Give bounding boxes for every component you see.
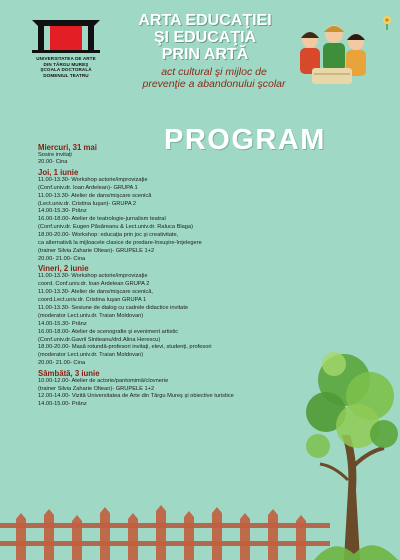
schedule-line: (moderator Lect.univ.dr. Traian Moldovan) xyxy=(38,312,144,319)
day-block xyxy=(38,168,358,264)
logo-line: DIN TÂRGU MUREŞ xyxy=(43,61,89,67)
title-line-2: ŞI EDUCAŢIA xyxy=(153,29,257,46)
logo-line: ŞCOALA DOCTORALĂ xyxy=(40,67,92,73)
schedule-line: 16.00-18.00- Atelier de scenografie şi eveniment artistic xyxy=(38,328,179,335)
schedule-line: 11.00-13.30- Atelier de dans/mişcare scenică xyxy=(38,192,152,199)
schedule-line: 10.00-12.00- Atelier de actorie/pantomimă/clovnerie xyxy=(38,377,169,384)
logo-emblem-icon xyxy=(28,14,104,54)
schedule-line: 20.00- Cina xyxy=(38,159,68,166)
schedule-line: 14.00-15.00- Prânz xyxy=(38,401,87,408)
schedule-line: 20.00- 21.00- Cina xyxy=(38,255,86,262)
event-subtitle xyxy=(134,66,294,90)
schedule-line: Sosire invitaţi xyxy=(38,151,72,158)
fence-illustration-icon xyxy=(0,505,330,560)
children-illustration-icon xyxy=(292,18,372,98)
schedule-line: 11.00-13.30- Atelier de dans/mişcare scenică, xyxy=(38,289,153,296)
schedule-line: 14.00-15.30- Prânz xyxy=(38,320,87,327)
logo-line: UNIVERSITATEA DE ARTE xyxy=(36,56,96,61)
schedule-line: (Conf.univ.dr. Eugen Păsăreanu & Lect.univ.dr. Raluca Blaga) xyxy=(38,224,194,231)
schedule-line: coord.Lect.univ.dr. Cristina Iuşan GRUPA 1 xyxy=(38,297,147,303)
day-title: Miercuri, 31 mai xyxy=(38,142,97,152)
schedule-line: (trainer Silvia Zaharie Oltean)- GRUPELE 1+2 xyxy=(38,385,155,392)
day-block xyxy=(38,143,358,168)
schedule-line: 12.00-14.00- Vizită Universitatea de Arte din Târgu Mureş şi obiective turistice xyxy=(38,393,234,400)
schedule-line: (Conf.univ.dr. Ioan Ardelean)- GRUPA 1 xyxy=(38,184,138,191)
day-title: Sâmbătă, 3 iunie xyxy=(38,368,100,378)
title-line-3: PRIN ARTĂ xyxy=(161,46,249,63)
program-heading: PROGRAM xyxy=(164,124,326,156)
schedule-line: 18.00-20.00- Workshop: educaţia prin joc şi creativitate, xyxy=(38,232,179,239)
schedule-line: 16.00-18.00- Atelier de teatrologie-jurnalism teatral xyxy=(38,216,166,223)
schedule-line: coord. Conf.univ.dr. Ioan Ardelean GRUPA 2 xyxy=(38,281,150,288)
schedule-line: 11.00-13.30- Workshop actorie/improvizaţie xyxy=(38,176,148,183)
subtitle-line-1: act cultural şi mijloc de xyxy=(161,66,267,78)
schedule-line: ca alternativă la mijloacele clasice de predare-însuşire-înţelegere xyxy=(38,240,202,247)
schedule-line: 11.00-13.30- Sesiune de dialog cu cadrele didactice invitate xyxy=(38,304,189,311)
schedule-line: (moderator Lect.univ.dr. Traian Moldovan) xyxy=(38,352,144,359)
schedule-line: 20.00- 21.00- Cina xyxy=(38,360,86,367)
schedule-line: (trainer Silvia Zaharie Oltean)- GRUPELE 1+2 xyxy=(38,247,155,254)
subtitle-line-2: prevenţie a abandonului şcolar xyxy=(142,78,286,90)
flower-icon xyxy=(380,14,394,30)
event-title xyxy=(120,12,290,63)
university-logo xyxy=(28,14,104,78)
schedule-line: 11.00-13.30- Workshop actorie/improvizaţie xyxy=(38,273,148,280)
logo-line: DOMENIUL TEATRU xyxy=(43,72,89,78)
schedule-line: (Lect.univ.dr. Cristina Iuşan)- GRUPA 2 xyxy=(38,200,137,207)
day-title: Joi, 1 iunie xyxy=(38,167,79,177)
schedule-line: 18.00-20.00- Masă rotundă-profesori invitaţi, elevi, studenţi, profesori xyxy=(38,344,212,351)
schedule-line: (Conf.univ.dr.Gavril Siniteanu/drd.Alina Herescu) xyxy=(38,336,161,343)
title-line-1: ARTA EDUCAŢIEI xyxy=(138,12,272,29)
day-title: Vineri, 2 iunie xyxy=(38,264,89,274)
schedule-line: 14.00-15.30- Prânz xyxy=(38,208,87,215)
